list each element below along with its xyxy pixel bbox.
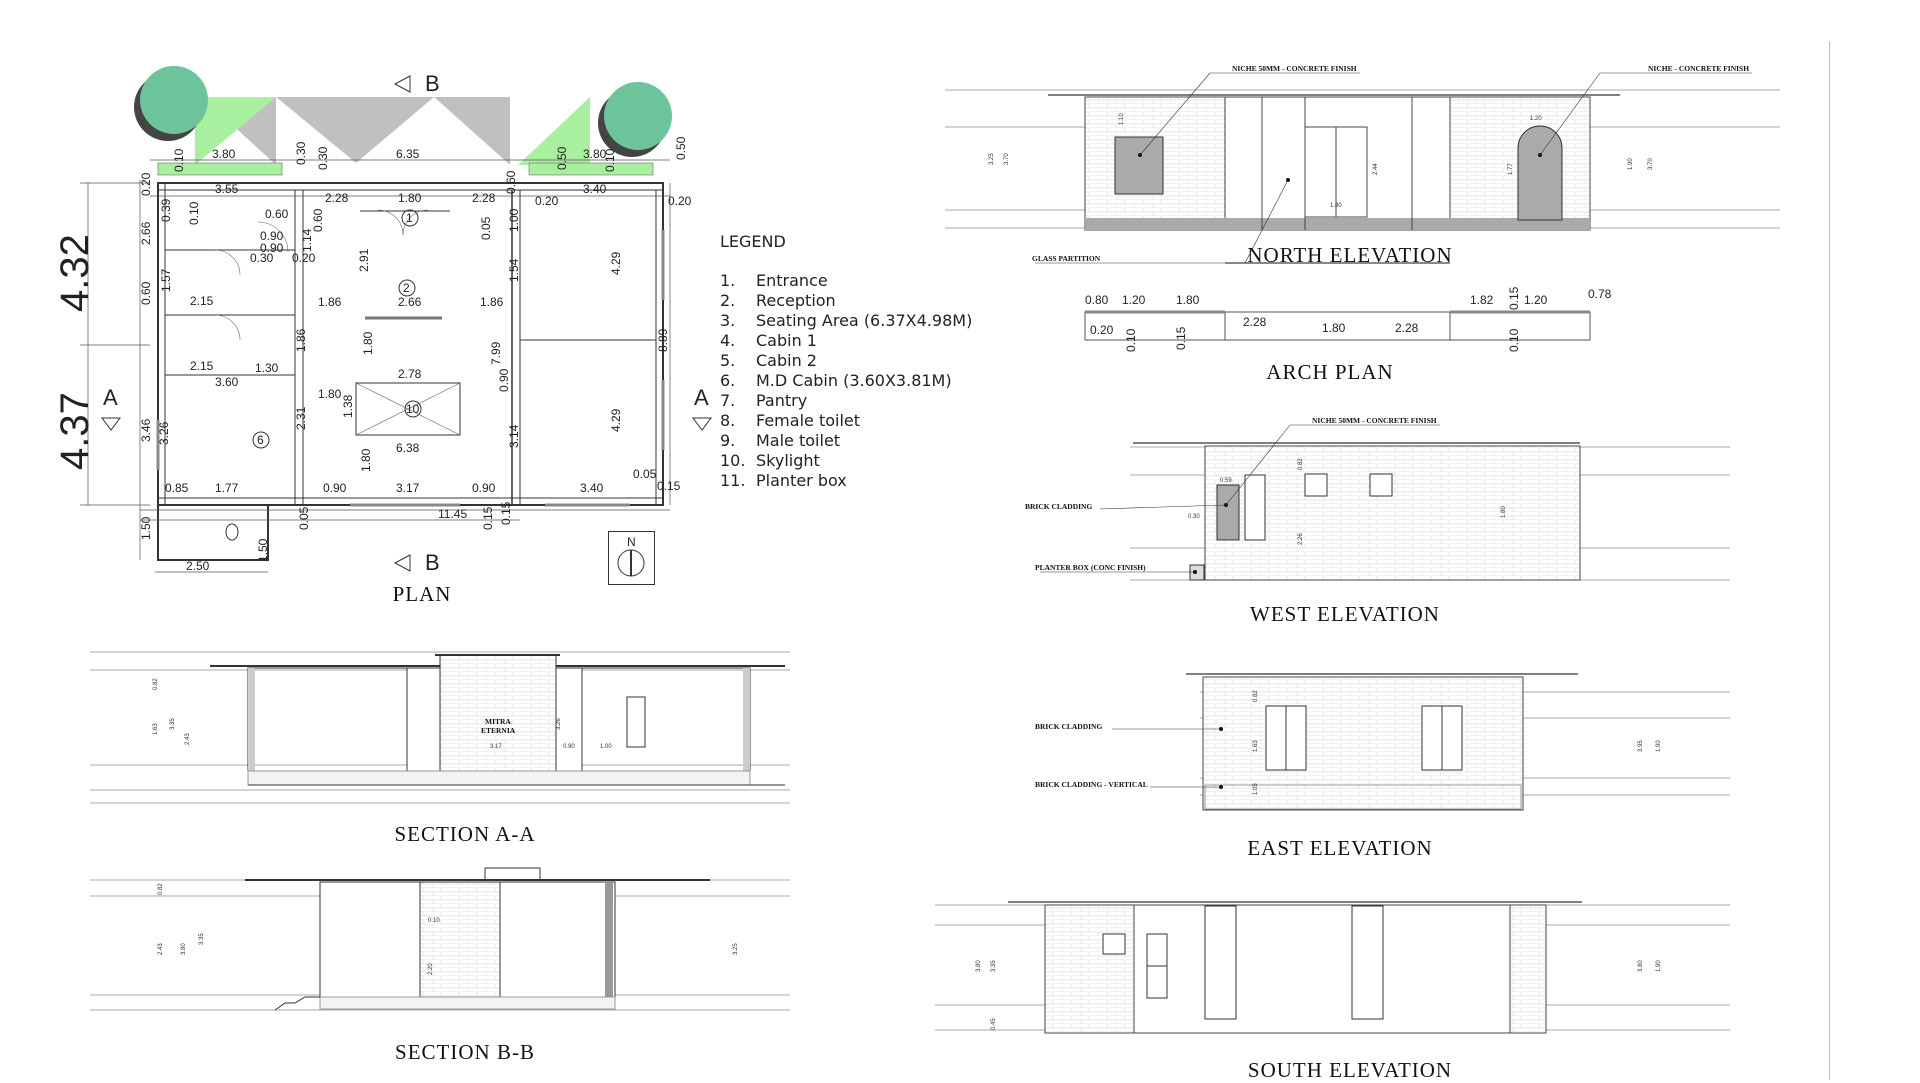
- north-dim-9: 3.70: [1648, 158, 1654, 170]
- arch-plan-title: ARCH PLAN: [1266, 360, 1394, 384]
- dim-int-37: 1.80: [359, 448, 373, 472]
- south-dim-5: 1.90: [1656, 960, 1662, 972]
- dim-int-19: 1.57: [159, 268, 173, 292]
- dim-int-34: 3.14: [507, 424, 521, 448]
- west-note-1: NICHE 50MM - CONCRETE FINISH: [1312, 416, 1437, 425]
- east-dim-4: 3.95: [1638, 740, 1644, 752]
- west-dim-2: 0.30: [1188, 514, 1200, 520]
- section-aa-dim-4: 2.43: [185, 733, 191, 745]
- dim-top-8: 0.10: [603, 148, 617, 172]
- dim-int-3: 0.60: [265, 207, 289, 221]
- south-dim-1: 3.80: [976, 960, 982, 972]
- dim-int-38: 0.85: [165, 481, 189, 495]
- legend-item: 3. Seating Area (6.37X4.98M): [720, 311, 973, 330]
- legend-item: 6. M.D Cabin (3.60X3.81M): [720, 371, 952, 390]
- dim-int-52: 2.50: [186, 559, 210, 573]
- dim-row2-1: 3.55: [215, 182, 239, 196]
- arch-dim-8: 0.20: [1090, 323, 1114, 337]
- arch-dim-13: 2.28: [1395, 321, 1419, 335]
- south-dim-3: 0.45: [991, 1018, 997, 1030]
- north-dim-7: 1.77: [1508, 163, 1514, 175]
- dim-int-51: 1.50: [256, 538, 270, 562]
- section-bb-dim-7: 3.25: [733, 943, 739, 955]
- dim-int-7: 0.20: [292, 251, 316, 265]
- dim-int-29: 7.99: [489, 341, 503, 365]
- overall-dim-upper: 4.32: [53, 234, 97, 312]
- dim-int-35: 4.29: [609, 408, 623, 432]
- legend-item: 7. Pantry: [720, 391, 808, 410]
- section-aa-dim-5: 3.17: [490, 744, 502, 750]
- north-note-1: NICHE 50MM - CONCRETE FINISH: [1232, 64, 1357, 73]
- dim-int-5: 0.90: [260, 241, 284, 255]
- arch-dim-10: 0.15: [1174, 326, 1188, 350]
- west-elevation-drawing: [1025, 415, 1805, 590]
- dim-int-21: 2.15: [190, 359, 214, 373]
- section-aa-dim-1: 0.82: [153, 678, 159, 690]
- section-bb-dim-1: 0.82: [158, 883, 164, 895]
- legend-item: 2. Reception: [720, 291, 836, 310]
- dim-int-11: 1.00: [507, 208, 521, 232]
- dim-int-42: 0.90: [472, 481, 496, 495]
- arch-dim-7: 0.15: [1507, 286, 1521, 310]
- dim-int-9: 0.60: [311, 208, 325, 232]
- dim-int-44: 0.05: [633, 467, 657, 481]
- dim-int-22: 1.30: [255, 361, 279, 375]
- north-compass: [608, 531, 655, 585]
- dim-int-48: 0.15: [481, 506, 495, 530]
- north-dim-6: 1.20: [1530, 116, 1542, 122]
- north-dim-5: 1.80: [1330, 203, 1342, 209]
- section-marker-b-bottom: B: [425, 550, 440, 575]
- room-number-2: 2: [403, 281, 410, 295]
- compass-label: N: [627, 535, 636, 549]
- north-note-3: GLASS PARTITION: [1032, 254, 1101, 263]
- dim-int-33: 2.31: [294, 406, 308, 430]
- dim-int-17: 2.66: [398, 295, 422, 309]
- dim-int-40: 0.90: [323, 481, 347, 495]
- dim-int-12: 2.91: [357, 248, 371, 272]
- north-elevation-drawing: [930, 60, 1790, 270]
- room-number-1: 1: [406, 211, 413, 225]
- east-dim-1: 0.82: [1253, 690, 1259, 702]
- dim-int-18: 1.86: [480, 295, 504, 309]
- dim-top-9: 0.50: [674, 136, 688, 160]
- dim-top-2: 6.35: [396, 147, 420, 161]
- dim-row2-7: 0.20: [668, 194, 692, 208]
- section-aa-drawing: [85, 640, 805, 810]
- arch-dim-14: 0.10: [1507, 328, 1521, 352]
- section-aa-title: SECTION A-A: [394, 822, 536, 846]
- dim-int-50: 1.50: [139, 516, 153, 540]
- dim-int-43: 3.40: [580, 481, 604, 495]
- dim-int-6: 0.30: [250, 251, 274, 265]
- arch-plan-drawing: [1075, 285, 1612, 355]
- section-marker-a-left: A: [103, 385, 118, 410]
- dim-top-5: 0.30: [294, 141, 308, 165]
- dim-int-23: 1.86: [294, 328, 308, 352]
- section-marker-a-right: A: [694, 385, 709, 410]
- dim-top-7: 0.50: [555, 146, 569, 170]
- room-number-10: 10: [406, 402, 420, 416]
- south-elevation-title: SOUTH ELEVATION: [1247, 1058, 1453, 1082]
- dim-int-8: 1.14: [300, 228, 314, 252]
- legend-item: 4. Cabin 1: [720, 331, 817, 350]
- dim-row2-3: 1.80: [398, 191, 422, 205]
- section-aa-label-2: ETERNIA: [481, 726, 516, 735]
- dim-int-2: 0.10: [187, 201, 201, 225]
- section-aa-dim-8: 1.00: [600, 744, 612, 750]
- east-dim-3: 1.05: [1253, 783, 1259, 795]
- east-elevation-drawing: [1025, 665, 1805, 825]
- legend: [720, 232, 972, 491]
- overall-dim-lower: 4.37: [53, 392, 97, 470]
- section-bb-title: SECTION B-B: [395, 1040, 535, 1064]
- dim-int-41: 3.17: [396, 481, 420, 495]
- legend-item: 10. Skylight: [720, 451, 820, 470]
- section-aa-label-1: MITRA: [485, 717, 511, 726]
- arch-dim-9: 0.10: [1124, 328, 1138, 352]
- arch-dim-3: 1.80: [1176, 293, 1200, 307]
- dim-int-27: 1.80: [318, 387, 342, 401]
- north-dim-1: 1.10: [1119, 113, 1125, 125]
- section-marker-b-top: B: [425, 71, 440, 96]
- arch-dim-6: 0.78: [1588, 287, 1612, 301]
- arch-dim-5: 1.20: [1524, 293, 1548, 307]
- dim-int-47: 0.05: [297, 506, 311, 530]
- south-elevation-drawing: [925, 890, 1805, 1040]
- arch-dim-12: 1.80: [1322, 321, 1346, 335]
- dim-int-15: 2.15: [190, 294, 214, 308]
- dim-int-53: 2.66: [139, 221, 153, 245]
- north-dim-4: 2.44: [1373, 163, 1379, 175]
- dim-int-4: 0.90: [260, 229, 284, 243]
- section-aa-dim-6: 3.26: [556, 718, 562, 730]
- room-number-6: 6: [257, 433, 264, 447]
- section-bb-dim-6: 2.20: [428, 963, 434, 975]
- dim-int-31: 3.46: [139, 418, 153, 442]
- dim-top-10: 0.60: [504, 170, 518, 194]
- dim-int-14: 4.29: [609, 251, 623, 275]
- section-aa-dim-2: 1.63: [153, 723, 159, 735]
- north-elevation-title: NORTH ELEVATION: [1247, 243, 1453, 267]
- dim-int-26: 2.78: [398, 367, 422, 381]
- dim-int-30: 8.89: [656, 328, 670, 352]
- section-bb-drawing: [85, 862, 805, 1022]
- dim-top-3: 3.80: [583, 147, 607, 161]
- east-note-1: BRICK CLADDING: [1035, 722, 1103, 731]
- west-dim-4: 2.26: [1298, 533, 1304, 545]
- east-note-2: BRICK CLADDING - VERTICAL: [1035, 780, 1148, 789]
- dim-top-6: 0.30: [316, 146, 330, 170]
- section-aa-dim-3: 3.35: [170, 718, 176, 730]
- dim-int-32: 3.26: [157, 421, 171, 445]
- dim-top-1: 3.80: [212, 147, 236, 161]
- section-bb-dim-5: 0.10: [428, 918, 440, 924]
- dim-int-1: 0.39: [159, 198, 173, 222]
- section-bb-dim-2: 2.43: [158, 943, 164, 955]
- dim-int-24: 1.80: [361, 331, 375, 355]
- north-dim-8: 1.90: [1628, 158, 1634, 170]
- legend-item: 9. Male toilet: [720, 431, 841, 450]
- legend-item: 8. Female toilet: [720, 411, 861, 430]
- south-dim-2: 3.35: [991, 960, 997, 972]
- skylight-roof: [195, 97, 592, 165]
- sheet-border: [1829, 42, 1830, 1080]
- west-dim-5: 1.80: [1501, 506, 1507, 518]
- dim-row2-6: 0.20: [535, 194, 559, 208]
- dim-int-46: 11.45: [438, 507, 468, 521]
- dim-int-36: 6.38: [396, 441, 420, 455]
- dim-row2-8: 0.20: [139, 172, 153, 196]
- plan-drawing: [40, 55, 740, 595]
- arch-dim-1: 0.80: [1085, 293, 1109, 307]
- dim-int-25: 3.60: [215, 375, 239, 389]
- west-note-2: BRICK CLADDING: [1025, 502, 1093, 511]
- dim-int-13: 1.54: [507, 258, 521, 282]
- south-dim-4: 3.80: [1638, 960, 1644, 972]
- legend-item: 5. Cabin 2: [720, 351, 817, 370]
- plan-title: PLAN: [392, 582, 452, 606]
- dim-int-54: 0.90: [497, 368, 511, 392]
- dim-top-4: 0.10: [172, 148, 186, 172]
- west-dim-1: 0.59: [1220, 478, 1232, 484]
- section-bb-dim-4: 3.35: [199, 933, 205, 945]
- planter-strip-right: [529, 163, 653, 175]
- legend-item: 11. Planter box: [720, 471, 847, 490]
- dim-int-49: 0.15: [499, 501, 513, 525]
- north-note-2: NICHE - CONCRETE FINISH: [1648, 64, 1750, 73]
- west-note-3: PLANTER BOX (CONC FINISH): [1035, 563, 1146, 572]
- arch-dim-2: 1.20: [1122, 293, 1146, 307]
- east-dim-2: 1.63: [1253, 740, 1259, 752]
- west-dim-3: 0.82: [1298, 458, 1304, 470]
- dim-row2-2: 2.28: [325, 191, 349, 205]
- section-aa-dim-7: 0.90: [563, 744, 575, 750]
- arch-dim-4: 1.82: [1470, 293, 1494, 307]
- north-dim-3: 3.70: [1004, 153, 1010, 165]
- east-dim-5: 1.90: [1656, 740, 1662, 752]
- dim-row2-4: 2.28: [472, 191, 496, 205]
- tree-right: [598, 82, 672, 157]
- dim-int-16: 1.86: [318, 295, 342, 309]
- dim-int-20: 0.60: [139, 281, 153, 305]
- dim-int-39: 1.77: [215, 481, 239, 495]
- east-elevation-title: EAST ELEVATION: [1247, 836, 1433, 860]
- legend-item: 1. Entrance: [720, 271, 828, 290]
- dim-row2-5: 3.40: [583, 182, 607, 196]
- west-elevation-title: WEST ELEVATION: [1250, 602, 1440, 626]
- dim-int-28: 1.38: [341, 394, 355, 418]
- dim-int-10: 0.05: [479, 216, 493, 240]
- arch-dim-11: 2.28: [1243, 315, 1267, 329]
- north-dim-2: 3.25: [989, 153, 995, 165]
- legend-title: LEGEND: [720, 232, 786, 251]
- dim-int-45: 0.15: [657, 479, 681, 493]
- section-bb-dim-3: 3.80: [181, 943, 187, 955]
